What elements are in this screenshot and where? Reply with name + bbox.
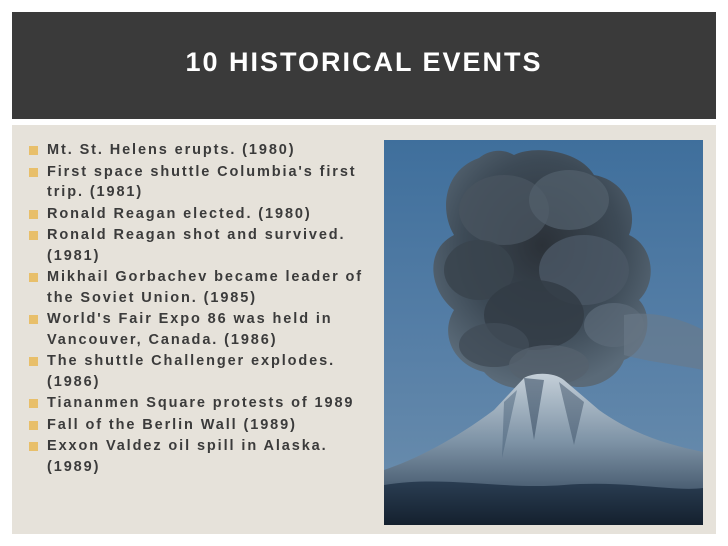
bullet-square-icon [29,357,38,366]
list-item [28,415,373,436]
event-text: First space shuttle Columbia's first trip. (1981) [47,163,357,200]
event-text: Tiananmen Square protests of 1989 [47,395,355,411]
list-item [28,267,373,308]
bullet-square-icon [29,231,38,240]
bullet-square-icon [29,315,38,324]
volcano-eruption-photo [384,140,703,525]
bullet-square-icon [29,168,38,177]
bullet-square-icon [29,421,38,430]
bullet-square-icon [29,146,38,155]
bullet-square-icon [29,399,38,408]
list-item [28,436,373,477]
list-item [28,225,373,266]
event-text: World's Fair Expo 86 was held in Vancouver, Canada. (1986) [47,311,333,348]
event-text: Mt. St. Helens erupts. (1980) [47,142,296,158]
title-band [12,12,716,119]
list-item [28,393,373,414]
event-text: Mikhail Gorbachev became leader of the Soviet Union. (1985) [47,269,364,306]
event-text: Fall of the Berlin Wall (1989) [47,416,297,433]
event-text: Ronald Reagan elected. (1980) [47,205,312,222]
bullet-square-icon [29,273,38,282]
bullet-square-icon [29,442,38,451]
event-list [28,140,373,478]
event-text: Exxon Valdez oil spill in Alaska. (1989) [47,438,328,475]
bullet-square-icon [29,210,38,219]
volcano-eruption-icon [384,140,703,525]
event-text: Ronald Reagan shot and survived. (1981) [47,227,346,264]
slide-title: 10 HISTORICAL EVENTS [185,47,543,77]
list-item [28,162,373,203]
list-item [28,140,373,161]
list-item [28,204,373,225]
list-item [28,309,373,350]
event-text: The shuttle Challenger explodes. (1986) [47,353,336,390]
list-item [28,351,373,392]
